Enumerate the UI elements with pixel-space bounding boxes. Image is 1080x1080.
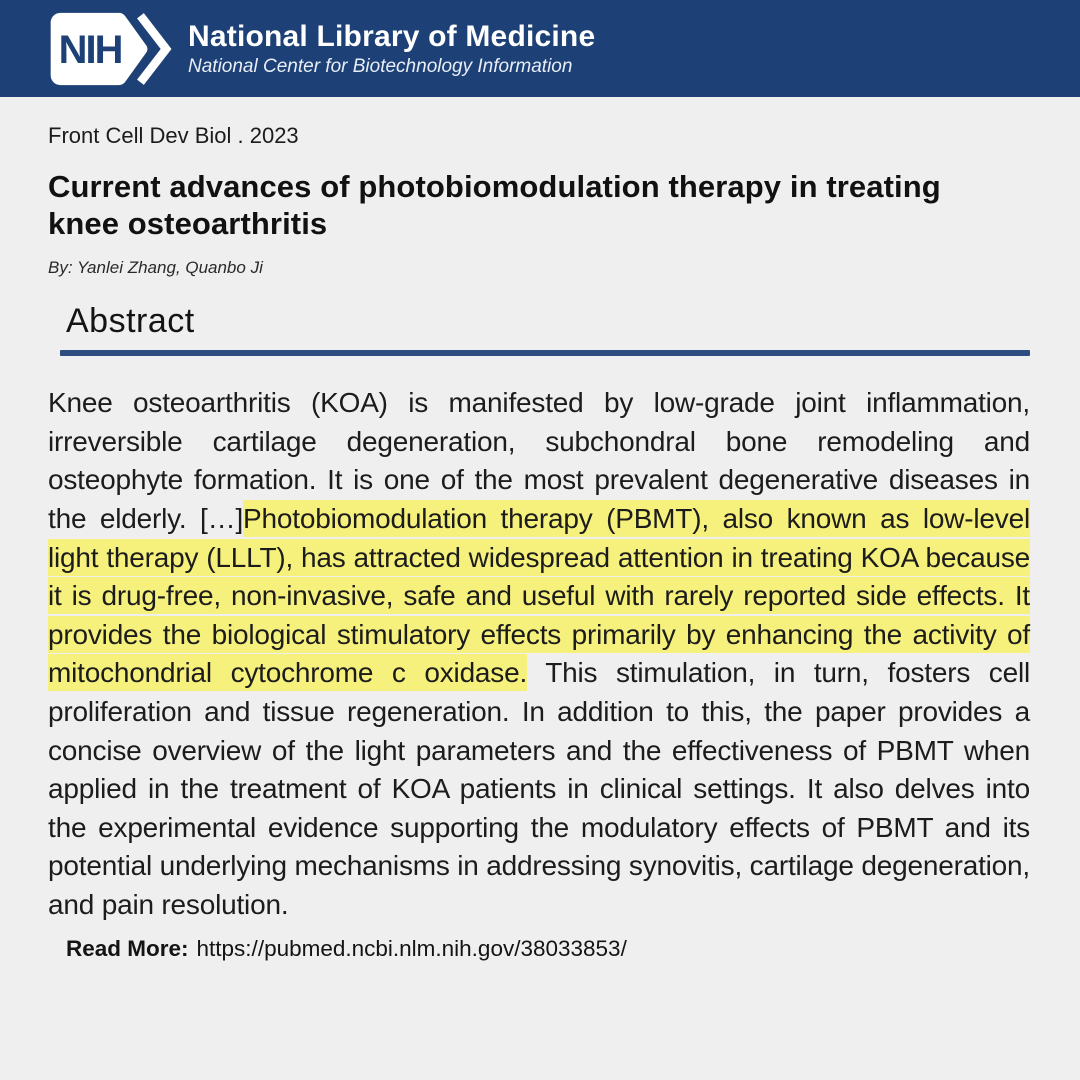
article-title: Current advances of photobiomodulation therapy in treating knee osteoarthritis (48, 169, 941, 241)
header-text-block (188, 20, 595, 78)
org-name: National Library of Medicine (188, 19, 596, 53)
org-subtitle: National Center for Biotechnology Information (188, 55, 573, 77)
abstract-text-plain: Knee osteoarthritis (KOA) is manifested by low-grade joint inflammation, irreversible cartilage degeneration, subchondral bone remodeling and osteophyte formation. It is one of the most prevalent degenerative diseases in the elderly. […] (48, 387, 1030, 534)
svg-text:NIH: NIH (58, 27, 122, 72)
abstract-divider-line (60, 350, 1030, 356)
abstract-paragraph (48, 384, 1030, 924)
nih-logo-icon (48, 11, 174, 87)
read-more-row (48, 936, 1030, 962)
read-more-link[interactable]: https://pubmed.ncbi.nlm.nih.gov/38033853/ (196, 936, 627, 962)
abstract-text-plain: This stimulation, in turn, fosters cell proliferation and tissue regeneration. In addition to this, the paper provides a concise overview of the light parameters and the effectiveness of PBMT when applied in the treatment of KOA patients in clinical settings. It also delves into the experimental evidence supporting the modulatory effects of PBMT and its potential underlying mechanisms in addressing synovitis, cartilage degeneration, and pain resolution. (48, 657, 1030, 920)
nih-header-bar (0, 0, 1080, 97)
read-more-label: Read More: (66, 936, 189, 962)
author-byline: By: Yanlei Zhang, Quanbo Ji (48, 258, 263, 278)
article-content (0, 123, 1080, 962)
journal-citation: Front Cell Dev Biol . 2023 (48, 123, 299, 148)
abstract-text-highlighted: Photobiomodulation therapy (PBMT), also known as low-level light therapy (LLLT), has attracted widespread attention in treating KOA because it is drug-free, non-invasive, safe and useful with rarely reported side effects. It provides the biological stimulatory effects primarily by enhancing the activity of mitochondrial cytochrome c oxidase. (48, 500, 1030, 691)
abstract-heading: Abstract (66, 302, 195, 341)
